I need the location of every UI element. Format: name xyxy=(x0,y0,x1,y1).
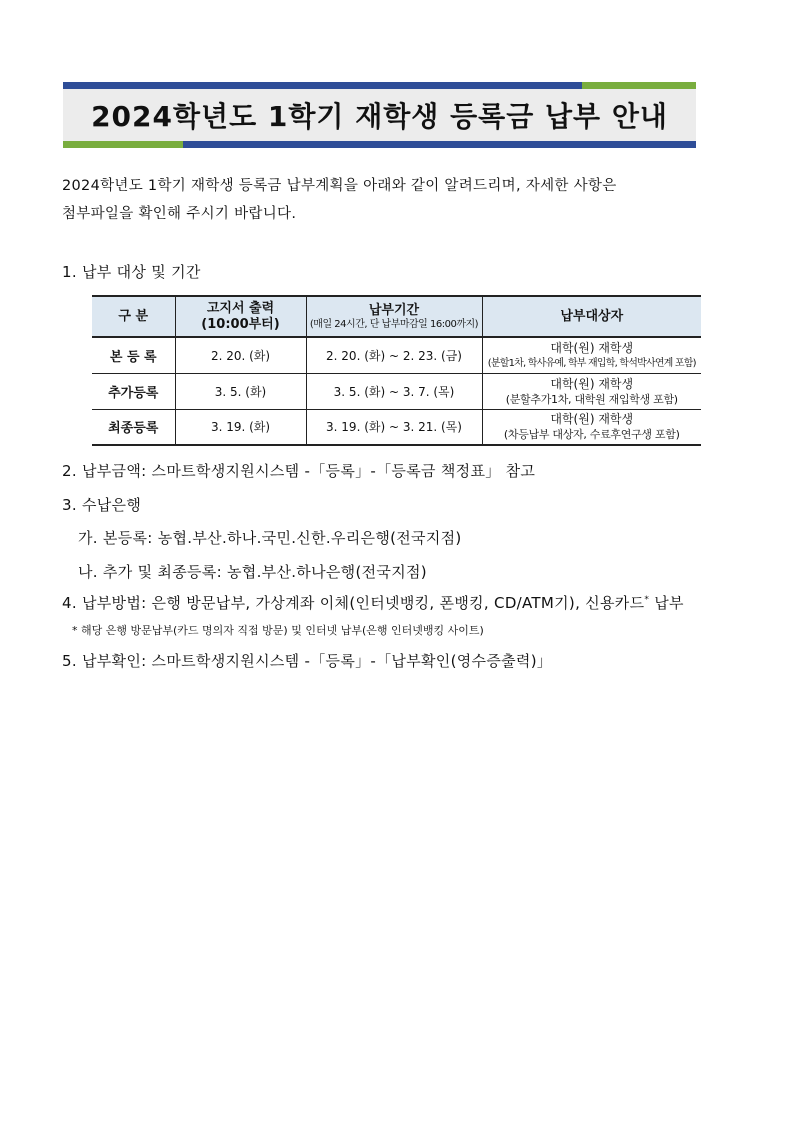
stripe-blue xyxy=(183,141,696,148)
row-target-main: 대학(원) 재학생 xyxy=(550,340,634,355)
header-payment-target: 납부대상자 xyxy=(482,296,701,337)
footnote-marker: * xyxy=(644,595,650,605)
section-5-confirm: 5. 납부확인: 스마트학생지원시스템 -「등록」-「납부확인(영수증출력)」 xyxy=(62,652,553,670)
header-notice-print-main: 고지서 출력 xyxy=(206,300,275,316)
row-print-date: 3. 19. (화) xyxy=(175,409,306,445)
title-banner xyxy=(63,82,696,148)
row-category: 추가등록 xyxy=(92,373,175,409)
table-row xyxy=(92,409,701,445)
section-3-item-a: 가. 본등록: 농협.부산.하나.국민.신한.우리은행(전국지점) xyxy=(78,529,462,547)
row-payment-period: 2. 20. (화) ~ 2. 23. (금) xyxy=(306,337,482,373)
row-category: 본 등 록 xyxy=(92,337,175,373)
row-target-main: 대학(원) 재학생 xyxy=(550,412,634,427)
row-target-main: 대학(원) 재학생 xyxy=(550,376,634,391)
header-payment-period-sub: (매일 24시간, 단 납부마감일 16:00까지) xyxy=(309,318,479,330)
stripe-blue xyxy=(63,82,582,89)
row-target xyxy=(482,337,701,373)
footnote: * 해당 은행 방문납부(카드 명의자 직접 방문) 및 인터넷 납부(은행 인터넷뱅킹 사이트) xyxy=(72,624,484,637)
title-box xyxy=(63,89,696,141)
row-target-sub: (분할추가1차, 대학원 재입학생 포함) xyxy=(505,392,678,406)
row-target xyxy=(482,409,701,445)
header-payment-period xyxy=(306,296,482,337)
row-payment-period: 3. 19. (화) ~ 3. 21. (목) xyxy=(306,409,482,445)
header-category: 구 분 xyxy=(92,296,175,337)
row-payment-period: 3. 5. (화) ~ 3. 7. (목) xyxy=(306,373,482,409)
intro-paragraph xyxy=(62,172,702,228)
document-title: 2024학년도 1학기 재학생 등록금 납부 안내 xyxy=(91,100,668,133)
section-3-item-b: 나. 추가 및 최종등록: 농협.부산.하나은행(전국지점) xyxy=(78,563,427,581)
row-target xyxy=(482,373,701,409)
payment-schedule-table xyxy=(92,295,701,446)
section-4-text-end: 납부 xyxy=(649,594,684,612)
stripe-green xyxy=(582,82,696,89)
table-row xyxy=(92,373,701,409)
intro-line-2: 첨부파일을 확인해 주시기 바랍니다. xyxy=(62,206,297,222)
table-row xyxy=(92,337,701,373)
row-target-sub: (분할1차, 학사유예, 학부 재입학, 학석박사연계 포함) xyxy=(487,357,696,369)
row-target-sub: (차등납부 대상자, 수료후연구생 포함) xyxy=(503,428,680,442)
row-print-date: 2. 20. (화) xyxy=(175,337,306,373)
row-category: 최종등록 xyxy=(92,409,175,445)
intro-line-1: 2024학년도 1학기 재학생 등록금 납부계획을 아래와 같이 알려드리며, 자세한 사항은 xyxy=(62,178,617,194)
section-4-method xyxy=(62,592,684,613)
section-3-heading: 3. 수납은행 xyxy=(62,496,142,514)
header-notice-print-sub: (10:00부터) xyxy=(201,316,280,332)
section-4-text: 4. 납부방법: 은행 방문납부, 가상계좌 이체(인터넷뱅킹, 폰뱅킹, CD/ATM기), 신용카드 xyxy=(62,594,645,612)
header-notice-print xyxy=(175,296,306,337)
stripe-green xyxy=(63,141,183,148)
section-1-heading: 1. 납부 대상 및 기간 xyxy=(62,263,201,281)
row-print-date: 3. 5. (화) xyxy=(175,373,306,409)
header-payment-period-main: 납부기간 xyxy=(368,302,420,318)
table-header-row xyxy=(92,296,701,337)
section-2-amount: 2. 납부금액: 스마트학생지원시스템 -「등록」-「등록금 책정표」 참고 xyxy=(62,462,536,480)
